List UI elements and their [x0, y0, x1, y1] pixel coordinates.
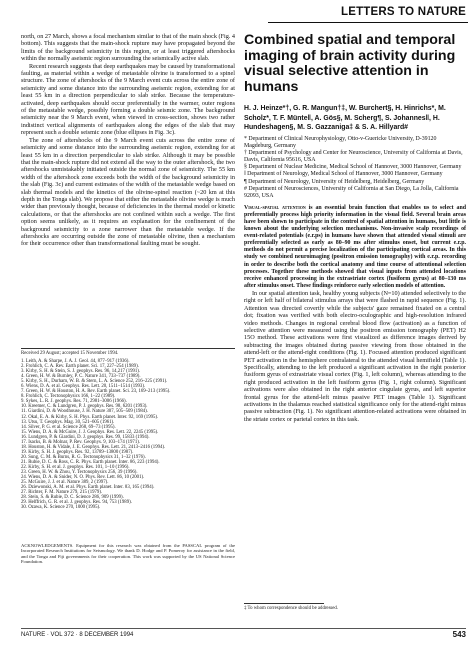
- reference-item: 19. Kirby, S. H. J. geophys. Res. 92, 13789–13800 (1987).: [21, 449, 134, 455]
- footer-rule: [21, 628, 466, 629]
- reference-item: 8. Frohlich, C. Tectonophysics 166, 1–22 (1989).: [21, 394, 116, 400]
- left-paragraph-3: The zone of aftershocks of the 9 March event cuts across the entire zone of seismicity and some distance into the surrounding aseismic region, extending for at least 55 km in a direction perpendicular to slab strike. Although it may be possible that the main-shock rupture did not extend all the way to the outer aftershock, the two aftershocks unmistakably initiated outside the normal zone of seismicity. The 55 km width of the aftershock zone exceeds both the width of the background seismicity in the slab (Fig. 3c) and current estimates of the width of the metastable wedge based on slab thermal models and the kinetics of the olivine-spinel reaction (~20 km at this depth in the Tonga slab). We propose that either the metastable olivine wedge is much wider than previously thought, because of deficiencies in the thermal model or kinetic calculations, or that the aftershocks are not confined within such a wedge. The first option seems unlikely, as it requires an explanation for the confinement of the background seismicity to a zone narrower than the metastable wedge. If the aftershocks are occurring outside the zone of metastable olivine, then a mechanism for their occurrence other than transformational faulting must be sought.: [21, 136, 235, 248]
- affiliation-list: [244, 136, 466, 200]
- reference-item: 2. Frohlich, C. A. Rev. Earth planet. Sci. 17, 227–254 (1989).: [21, 364, 139, 370]
- reference-item: 30. Ozawa, K. Science 270, 1000 (1995).: [21, 505, 101, 511]
- reference-item: 1. Leith, A. & Sharpe, J. A. J. Geol. 44, 877–917 (1936).: [21, 359, 130, 364]
- reference-item: 17. Isacks, B. & Molnar, P. Rev. Geophys. 9, 103–174 (1971).: [21, 439, 141, 445]
- reference-list: [21, 359, 235, 510]
- affiliation-item: § Department of Nuclear Medicine, Medical School of Hannover, 3000 Hannover, Germany: [244, 164, 462, 171]
- header-rule: [268, 22, 468, 23]
- reference-item: 3. Kirby, S. H. & Stein, S. J. geophys. Res. 96, 14,217 (1991).: [21, 369, 141, 375]
- journal-citation: NATURE · VOL 372 · 8 DECEMBER 1994: [21, 632, 134, 638]
- reference-item: 15. Wiens, D. A. & McGuire, J. J. Geophys. Res. Lett. 22, 2245 (1995).: [21, 429, 159, 435]
- abstract-text: is an essential brain function that enables us to select and preferentially process high priority information in the visual field. Several brain areas have been shown to participate in the control of spatial attention in humans, but little is known about the underlying selection mechanisms. Non-invasive scalp recordings of event-related potentials (e.r.ps) in humans have shown that attended visual stimuli are preferentially selected as early as 80–90 ms after stimulus onset, but current e.r.p. methods do not permit a precise localization of the participating cortical areas. In this study we combined neuroimaging (positron emission tomography) with e.r.p. recording in order to describe both the cortical anatomy and time course of attentional selection processes. Together these methods showed that visual inputs from attended locations receive enhanced processing in the extrastriate cortex (fusiform gyrus) at 80–130 ms after stimulus onset. These findings reinforce early selection models of attention.: [244, 204, 467, 289]
- reference-item: 29. Helffrich, G. R. et al. J. geophys. Res. 94, 753 (1989).: [21, 500, 132, 506]
- reference-item: 6. Wiens, D. A. et al. Geophys. Res. Lett. 20, 1511–1514 (1993).: [21, 384, 146, 390]
- article-title: Combined spatial and temporal imaging of brain activity during visual selective attention in humans: [244, 32, 456, 95]
- reference-item: 27. Richter, F. M. Nature 279, 215 (1979).: [21, 490, 103, 496]
- author-list: H. J. Heinze*†, G. R. Mangun†‡, W. Burchert§, H. Hinrichs*, M. Scholz*, T. F. Münte‖, A. Gös§, M. Scherg¶, S. Johannes‖, H. Hundeshagen§, M. S. Gazzaniga‡ & S. A. Hillyard#: [244, 105, 446, 131]
- affiliation-item: # Department of Neurosciences, University of California at San Diego, La Jolla, California 92093, USA: [244, 185, 459, 199]
- reference-item: 23. Green, H. W. & Zhou, Y. Tectonophysics 256, 39 (1996).: [21, 470, 138, 476]
- abstract: [244, 205, 466, 290]
- body-text: In our spatial attention task, healthy young subjects (N=10) attended selectively to the right or left half of bilateral stimulus arrays that were flashed in rapid sequence (Fig. 1). Attention was directed covertly while the subjects' gaze remained fixated on a central dot; fixation was verified with both electro-oculographic and high-resolution infrared video methods. Changes in regional cerebral blood flow (activation) as a function of selective attention were measured using the positron emission tomography (PET) H2 15O method. These activations were first visualized as difference images derived by subtracting the images obtained during passive viewing from those obtained in the attend-left or the attend-right conditions (Fig. 1). Focused attention produced significant PET activation in the hemisphere contralateral to the attended visual hemifield (Table 1). Specifically, attending to the left produced a significant activation in the right posterior fusiform gyrus of extrastriate visual cortex (Fig. 1, left column), whereas attending to the right produced activation in the left fusiform gyrus (Fig. 1, right column). Significant activations were also obtained in the right anterior cingulate gyrus, and left superior frontal gyrus for the attend-left minus passive PET images (Table 1). Significant activations in the thalamus reached statistical significance only for the attend-right minus passive subtraction (Fig. 1). No significant attention-related activations were obtained in the striate cortex or parietal cortex in this task.: [244, 289, 466, 423]
- affiliation-item: ‖ Department of Neurology, Medical School of Hannover, 3000 Hannover, Germany: [244, 171, 443, 178]
- left-column-divider: [21, 348, 235, 349]
- acknowledgements: ACKNOWLEDGEMENTS. Equipment for this research was obtained from the PASSCAL program of the Incorporated Research Institutions for Seismology. We thank D. Hodge and P. Pomeroy for assistance in the field, and the Tonga and Fiji governments for their cooperation. This work was supported by the US National Science Foundation.: [21, 543, 235, 565]
- footnote: ‡ To whom correspondence should be addressed.: [244, 606, 339, 611]
- reference-item: 4. Green, H. W. & Burnley, P. C. Nature 341, 733–737 (1989).: [21, 374, 141, 380]
- section-label: LETTERS TO NATURE: [340, 6, 466, 18]
- reference-item: 5. Kirby, S. H., Durham, W. B. & Stern, L. A. Science 252, 216–225 (1991).: [21, 379, 168, 385]
- left-paragraph-1: north, on 27 March, shows a focal mechanism similar to that of the main shock (Fig. 4 bottom). This suggests that the main-shock rupture may have propagated beyond the limits of the background seismicity in this region, or at least triggered aftershocks within the normally aseismic region surrounding the seismically active slab.: [21, 33, 235, 63]
- affiliation-item: * Department of Clinical Neurophysiology, Otto-v-Guericke University, D-39120 Magdeburg, Germany: [244, 135, 437, 150]
- reference-item: 14. Silver, P. G. et al. Science 268, 69–73 (1995).: [21, 424, 116, 430]
- page-header: [0, 0, 474, 28]
- reference-item: 28. Stein, S. & Rubie, D. C. Science 286, 909 (1999).: [21, 495, 124, 501]
- reference-item: 12. Okal, E. A. & Kirby, S. H. Phys. Earth planet. Inter. 92, 169 (1995).: [21, 414, 159, 420]
- reference-item: 11. Giardini, D. & Woodhouse, J. H. Nature 307, 505–509 (1984).: [21, 409, 148, 415]
- reference-item: 26. Dziewonski, A. M. et al. Phys. Earth planet. Inter. 83, 165 (1994).: [21, 485, 155, 491]
- reference-item: 21. Rubie, D. C. & Ross, C. R. Phys. Earth planet. Inter. 86, 223 (1994).: [21, 459, 160, 465]
- reference-item: 9. Sykes, L. R. J. geophys. Res. 71, 2981–3006 (1966).: [21, 399, 127, 405]
- reference-item: 7. Green, H. W. & Houston, H. A. Rev. Earth planet. Sci. 23, 169–213 (1995).: [21, 389, 171, 395]
- abstract-lead: Visual-spatial attention: [244, 204, 306, 211]
- left-column: [21, 33, 235, 248]
- affiliation-item: † Department of Psychology and Center for Neuroscience, University of California at Davis, Davis, California 95616, USA: [244, 150, 463, 164]
- reference-item: 13. Utsu, T. Geophys. Mag. 30, 521–605 (1961).: [21, 419, 115, 425]
- received-date: Received 29 August; accepted 15 November 1994.: [21, 351, 119, 356]
- reference-item: 20. Sung, C. M. & Burns, R. G. Tectonophysics 31, 1–32 (1976).: [21, 454, 146, 460]
- reference-item: 18. Houston, H. & Vidale, J. E. Geophys. Res. Lett. 21, 2413–2416 (1994).: [21, 444, 166, 450]
- reference-item: 25. McGuire, J. J. et al. Nature 389, 2 (1997).: [21, 480, 109, 486]
- left-paragraph-2: Recent research suggests that deep earthquakes may be caused by transformational faulting, as material within a wedge of metastable olivine is transformed to a spinel structure. The zone of aftershocks of the 9 March event cuts across the entire zone of seismicity and some distance into the surrounding aseismic region, extending for at least 55 km in a direction perpendicular to slab strike. Because the temperature-activated, deep earthquakes should occur preferentially in the warmer, outer regions of the metastable wedge, possibly forming a double seismic zone. The background seismicity near the 9 March event, when viewed in cross-section, shows two rather indistinct vertical alignments of earthquakes along the edges of the slab that may represent such a double seismic zone (blue ellipses in Fig. 3c).: [21, 62, 235, 137]
- reference-item: 16. Lundgren, P. & Giardini, D. J. geophys. Res. 99, 15833 (1994).: [21, 434, 150, 440]
- reference-item: 22. Kirby, S. H. et al. J. geophys. Res. 101, 1–10 (1996).: [21, 464, 130, 470]
- reference-item: 10. Kreemer, C. & Lundgren, P. J. geophys. Res. 98, 6201 (1993).: [21, 404, 148, 410]
- footnote-divider: [244, 603, 324, 604]
- reference-item: 24. Wiens, D. A. & Snider, N. O. Phys. Rev. Lett. 86, 10 (2001).: [21, 475, 145, 481]
- affiliation-item: ¶ Department of Neurology, University of Heidelberg, Heidelberg, Germany: [244, 178, 425, 185]
- right-column: [244, 33, 466, 423]
- page-number: 543: [452, 630, 466, 639]
